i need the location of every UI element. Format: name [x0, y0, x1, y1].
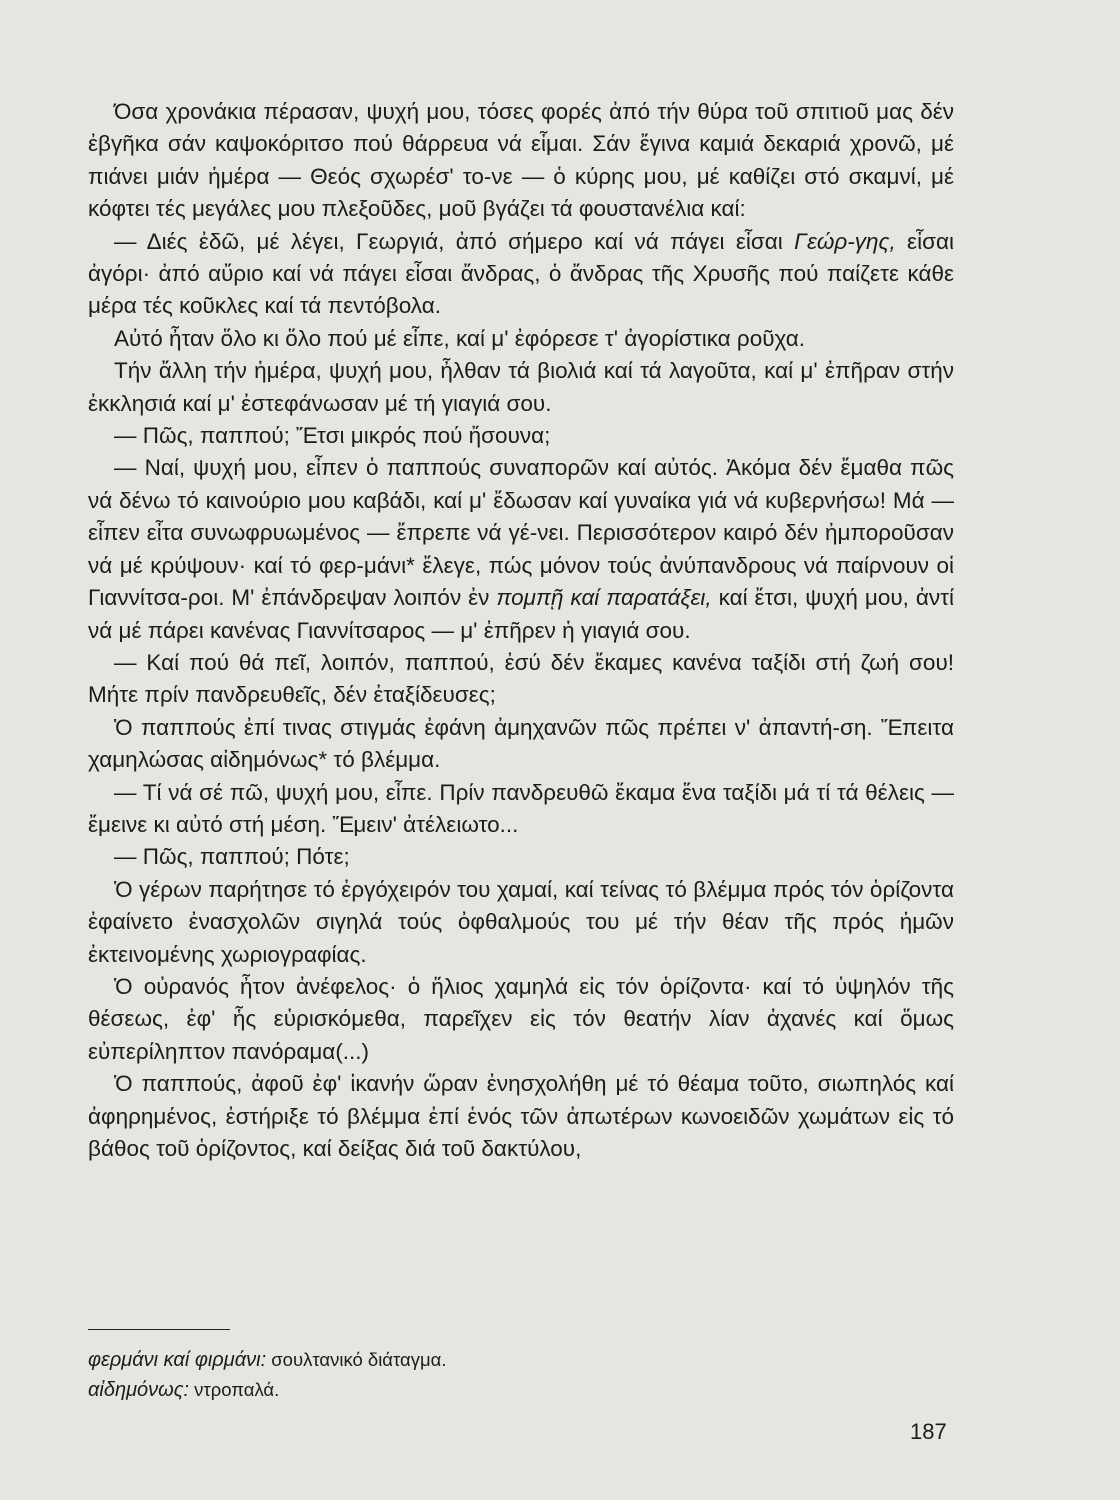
paragraph: Αὐτό ἦταν ὅλο κι ὅλο πού μέ εἶπε, καί μ' ἐφόρεσε τ' ἀγορίστικα ροῦχα. — [114, 325, 806, 351]
italic-phrase: πομπῇ καί παρατάξει, — [496, 585, 712, 611]
italic-phrase: Γεώρ-γης, — [794, 228, 896, 254]
footnote — [88, 1345, 788, 1375]
main-text — [88, 96, 954, 1165]
footnote-divider — [88, 1329, 230, 1330]
paragraph-text: καί ἔτσι, ψυχή μου, ἀντί νά μέ πάρει κανένας Γιαννίτσαρος — μ' ἐπῆρεν ἡ γιαγιά σου. — [88, 585, 954, 643]
paragraph: — Πῶς, παππού; Πότε; — [114, 844, 350, 870]
footnote-term: αἰδημόνως: — [88, 1379, 190, 1401]
paragraph-text: — Ναί, ψυχή μου, εἶπεν ὁ παππούς συναπορῶν καί αὐτός. Ἀκόμα δέν ἔμαθα πῶς νά δένω τό καινούριο μου καβάδι, καί μ' ἔδωσαν καί γυναίκα γιά νά κυβερνήσω! Μά — εἶπεν εἶτα συνωφρυωμένος — ἔπρεπε νά γέ-νει. Περισσότερον καιρό δέν ἠμποροῦσαν νά μέ κρύψουν· καί τό φερ-μάνι* ἔλεγε, πώς μόνον τούς ἀνύπανδρους νά παίρνουν οἱ Γιαννίτσα-ροι. Μ' ἐπάνδρεψαν λοιπόν ἐν — [88, 455, 954, 611]
paragraph: Ὁ παππούς, ἀφοῦ ἐφ' ἱκανήν ὥραν ἐνησχολήθη μέ τό θέαμα τοῦτο, σιωπηλός καί ἀφηρημένος, ἐστήριξε τό βλέμμα ἐπί ἑνός τῶν ἀπωτέρων κωνοειδῶν χωμάτων εἰς τό βάθος τοῦ ὁρίζοντος, καί δείξας διά τοῦ δακτύλου, — [88, 1071, 954, 1161]
footnotes — [88, 1345, 788, 1405]
page-number: 187 — [910, 1419, 947, 1444]
paragraph: Τήν ἄλλη τήν ἡμέρα, ψυχή μου, ἦλθαν τά βιολιά καί τά λαγοῦτα, καί μ' ἐπῆραν στήν ἐκκλησιά καί μ' ἐστεφάνωσαν μέ τή γιαγιά σου. — [88, 358, 954, 416]
footnote-term: φερμάνι καί φιρμάνι: — [88, 1349, 267, 1371]
paragraph: — Τί νά σέ πῶ, ψυχή μου, εἶπε. Πρίν πανδρευθῶ ἔκαμα ἕνα ταξίδι μά τί τά θέλεις — ἔμεινε κι αὐτό στή μέση. Ἔμειν' ἀτέλειωτο... — [88, 779, 954, 837]
paragraph-text: — Διές ἐδῶ, μέ λέγει, Γεωργιά, ἀπό σήμερο καί νά πάγει εἶσαι — [114, 228, 795, 254]
paragraph: Ὁ παππούς ἐπί τινας στιγμάς ἐφάνη ἀμηχανῶν πῶς πρέπει ν' ἀπαντή-ση. Ἔπειτα χαμηλώσας αἰδημόνως* τό βλέμμα. — [88, 714, 954, 773]
paragraph — [88, 452, 954, 646]
paragraph: Ὁ γέρων παρήτησε τό ἐργόχειρόν του χαμαί, καί τείνας τό βλέμμα πρός τόν ὁρίζοντα ἐφαίνετο ἐνασχολῶν σιγηλά τούς ὀφθαλμούς του μέ τήν θέαν τῆς πρός ἡμῶν ἐκτεινομένης χωριογραφίας. — [88, 876, 954, 967]
footnote-definition: ντροπαλά. — [194, 1379, 280, 1400]
paragraph-text: εἶσαι ἀγόρι· ἀπό αὔριο καί νά πάγει εἶσαι ἄνδρας, ὁ ἄνδρας τῆς Χρυσῆς πού παίζετε κάθε μέρα τές κοῦκλες καί τά πεντόβολα. — [88, 228, 954, 319]
paragraph: Ὁ οὐρανός ἦτον ἀνέφελος· ὁ ἥλιος χαμηλά εἰς τόν ὁρίζοντα· καί τό ὑψηλόν τῆς θέσεως, ἐφ' ἧς εὑρισκόμεθα, παρεῖχεν εἰς τόν θεατήν λίαν ἀχανές καί ὅμως εὐπερίληπτον πανόραμα(...) — [88, 973, 954, 1064]
footnote — [88, 1375, 788, 1405]
paragraph: — Πῶς, παππού; Ἔτσι μικρός πού ἤσουνα; — [114, 423, 551, 449]
paragraph: — Καί πού θά πεῖ, λοιπόν, παππού, ἐσύ δέν ἔκαμες κανένα ταξίδι στή ζωή σου! Μήτε πρίν πανδρευθεῖς, δέν ἐταξίδευσες; — [88, 649, 954, 708]
paragraph: Όσα χρονάκια πέρασαν, ψυχή μου, τόσες φορές ἀπό τήν θύρα τοῦ σπιτιοῦ μας δέν ἐβγῆκα σάν καψοκόριτσο πού θάρρευα νά εἶμαι. Σάν ἔγινα καμιά δεκαριά χρονῶ, μέ πιάνει μιάν ἡμέρα — Θεός σχωρέσ' το-νε — ὁ κύρης μου, μέ καθίζει στό σκαμνί, μέ κόφτει τές μεγάλες μου πλεξοῦδες, μοῦ βγάζει τά φουστανέλια καί: — [88, 99, 954, 222]
paragraph — [88, 226, 954, 323]
footnote-definition: σουλτανικό διάταγμα. — [271, 1349, 447, 1370]
